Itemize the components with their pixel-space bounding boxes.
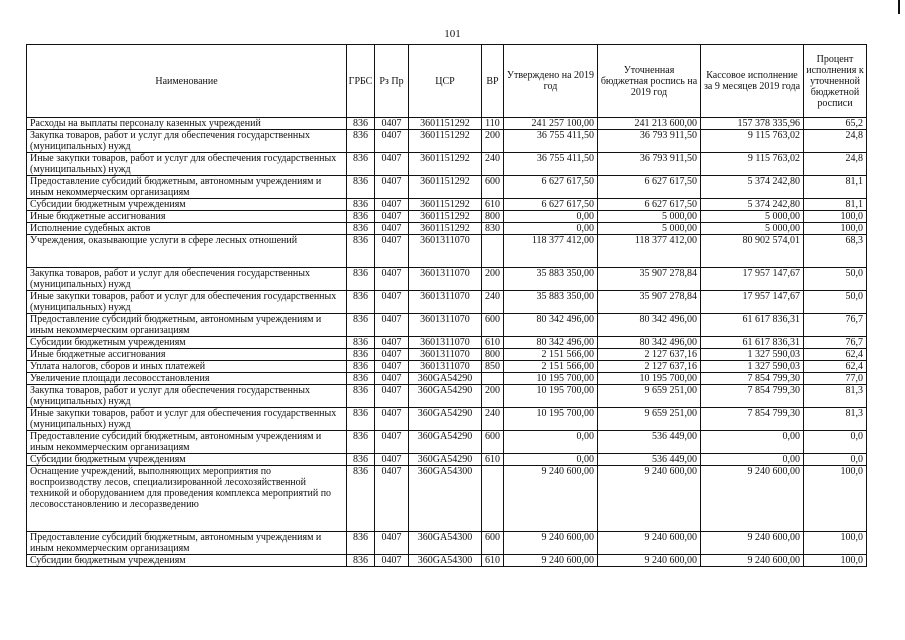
table-row (27, 532, 867, 555)
table-row (27, 199, 867, 211)
row-vr-cell: 610 (482, 199, 504, 211)
row-rzpr-cell: 0407 (375, 291, 409, 314)
row-rzpr-cell: 0407 (375, 153, 409, 176)
row-cash-cell: 5 374 242,80 (701, 176, 804, 199)
col-header-csr: ЦСР (409, 45, 482, 118)
table-row (27, 431, 867, 454)
row-percent-cell: 62,4 (804, 361, 867, 373)
row-vr-cell: 610 (482, 454, 504, 466)
table-row (27, 268, 867, 291)
row-refined-cell: 9 240 600,00 (598, 555, 701, 567)
row-cash-cell: 17 957 147,67 (701, 291, 804, 314)
row-refined-cell: 2 127 637,16 (598, 349, 701, 361)
col-header-cash: Кассовое исполнение за 9 месяцев 2019 года (701, 45, 804, 118)
row-csr-cell: 3601151292 (409, 176, 482, 199)
row-csr-cell: 3601311070 (409, 235, 482, 268)
row-rzpr-cell: 0407 (375, 532, 409, 555)
col-header-name: Наименование (27, 45, 347, 118)
table-row (27, 291, 867, 314)
row-vr-cell: 110 (482, 118, 504, 130)
row-grbs-cell: 836 (347, 349, 375, 361)
row-approved-cell: 2 151 566,00 (504, 361, 598, 373)
row-cash-cell: 5 374 242,80 (701, 199, 804, 211)
row-csr-cell: 3601311070 (409, 268, 482, 291)
row-refined-cell: 2 127 637,16 (598, 361, 701, 373)
row-grbs-cell: 836 (347, 118, 375, 130)
row-name-cell: Субсидии бюджетным учреждениям (27, 199, 347, 211)
row-cash-cell: 157 378 335,96 (701, 118, 804, 130)
row-name-cell: Иные закупки товаров, работ и услуг для обеспечения государственных (муниципальных) нужд (27, 153, 347, 176)
row-name-cell: Расходы на выплаты персоналу казенных учреждений (27, 118, 347, 130)
table-row (27, 466, 867, 532)
row-refined-cell: 6 627 617,50 (598, 199, 701, 211)
table-row (27, 454, 867, 466)
row-refined-cell: 241 213 600,00 (598, 118, 701, 130)
row-grbs-cell: 836 (347, 314, 375, 337)
row-approved-cell: 80 342 496,00 (504, 337, 598, 349)
row-cash-cell: 1 327 590,03 (701, 361, 804, 373)
row-grbs-cell: 836 (347, 385, 375, 408)
row-rzpr-cell: 0407 (375, 223, 409, 235)
row-vr-cell: 600 (482, 532, 504, 555)
row-csr-cell: 360GA54290 (409, 385, 482, 408)
row-rzpr-cell: 0407 (375, 361, 409, 373)
col-header-rzpr: Рз Пр (375, 45, 409, 118)
row-cash-cell: 7 854 799,30 (701, 385, 804, 408)
row-rzpr-cell: 0407 (375, 130, 409, 153)
row-name-cell: Иные закупки товаров, работ и услуг для обеспечения государственных (муниципальных) нужд (27, 291, 347, 314)
row-percent-cell: 0,0 (804, 454, 867, 466)
row-name-cell: Иные бюджетные ассигнования (27, 211, 347, 223)
row-csr-cell: 360GA54300 (409, 532, 482, 555)
row-percent-cell: 100,0 (804, 555, 867, 567)
row-refined-cell: 10 195 700,00 (598, 373, 701, 385)
row-percent-cell: 81,3 (804, 385, 867, 408)
row-name-cell: Субсидии бюджетным учреждениям (27, 454, 347, 466)
row-csr-cell: 3601311070 (409, 337, 482, 349)
row-vr-cell: 800 (482, 349, 504, 361)
row-vr-cell: 850 (482, 361, 504, 373)
row-name-cell: Иные закупки товаров, работ и услуг для обеспечения государственных (муниципальных) нужд (27, 408, 347, 431)
row-vr-cell: 600 (482, 176, 504, 199)
row-vr-cell: 240 (482, 291, 504, 314)
row-grbs-cell: 836 (347, 176, 375, 199)
row-percent-cell: 76,7 (804, 337, 867, 349)
row-approved-cell: 35 883 350,00 (504, 268, 598, 291)
row-csr-cell: 360GA54290 (409, 454, 482, 466)
row-refined-cell: 36 793 911,50 (598, 153, 701, 176)
row-refined-cell: 80 342 496,00 (598, 337, 701, 349)
col-header-grbs: ГРБС (347, 45, 375, 118)
row-csr-cell: 360GA54300 (409, 466, 482, 532)
row-name-cell: Учреждения, оказывающие услуги в сфере лесных отношений (27, 235, 347, 268)
row-refined-cell: 9 659 251,00 (598, 385, 701, 408)
row-refined-cell: 80 342 496,00 (598, 314, 701, 337)
row-rzpr-cell: 0407 (375, 268, 409, 291)
row-approved-cell: 118 377 412,00 (504, 235, 598, 268)
table-row (27, 385, 867, 408)
row-rzpr-cell: 0407 (375, 408, 409, 431)
row-refined-cell: 9 659 251,00 (598, 408, 701, 431)
row-refined-cell: 36 793 911,50 (598, 130, 701, 153)
row-grbs-cell: 836 (347, 454, 375, 466)
row-grbs-cell: 836 (347, 361, 375, 373)
row-vr-cell: 240 (482, 153, 504, 176)
row-rzpr-cell: 0407 (375, 235, 409, 268)
row-name-cell: Оснащение учреждений, выполняющих мероприятия по воспроизводству лесов, специализированной лесохозяйственной техникой и оборудованием для проведения комплекса мероприятий по лесовосстановлению и лесоразведению (27, 466, 347, 532)
row-rzpr-cell: 0407 (375, 349, 409, 361)
row-rzpr-cell: 0407 (375, 118, 409, 130)
row-grbs-cell: 836 (347, 337, 375, 349)
row-percent-cell: 100,0 (804, 211, 867, 223)
row-approved-cell: 10 195 700,00 (504, 385, 598, 408)
row-approved-cell: 0,00 (504, 223, 598, 235)
row-cash-cell: 5 000,00 (701, 211, 804, 223)
table-row (27, 235, 867, 268)
row-refined-cell: 536 449,00 (598, 454, 701, 466)
row-name-cell: Предоставление субсидий бюджетным, автономным учреждениям и иным некоммерческим организациям (27, 431, 347, 454)
table-row (27, 314, 867, 337)
row-vr-cell (482, 235, 504, 268)
row-refined-cell: 9 240 600,00 (598, 466, 701, 532)
table-row (27, 408, 867, 431)
row-approved-cell: 80 342 496,00 (504, 314, 598, 337)
row-vr-cell: 800 (482, 211, 504, 223)
table-row (27, 349, 867, 361)
row-approved-cell: 36 755 411,50 (504, 130, 598, 153)
table-row (27, 337, 867, 349)
row-name-cell: Иные бюджетные ассигнования (27, 349, 347, 361)
row-grbs-cell: 836 (347, 291, 375, 314)
row-percent-cell: 65,2 (804, 118, 867, 130)
table-row (27, 176, 867, 199)
table-row (27, 153, 867, 176)
row-cash-cell: 61 617 836,31 (701, 337, 804, 349)
row-csr-cell: 360GA54290 (409, 408, 482, 431)
row-csr-cell: 3601151292 (409, 223, 482, 235)
row-rzpr-cell: 0407 (375, 385, 409, 408)
row-grbs-cell: 836 (347, 373, 375, 385)
row-name-cell: Предоставление субсидий бюджетным, автономным учреждениям и иным некоммерческим организациям (27, 176, 347, 199)
row-approved-cell: 10 195 700,00 (504, 408, 598, 431)
row-cash-cell: 61 617 836,31 (701, 314, 804, 337)
row-percent-cell: 81,3 (804, 408, 867, 431)
row-refined-cell: 536 449,00 (598, 431, 701, 454)
row-refined-cell: 6 627 617,50 (598, 176, 701, 199)
row-grbs-cell: 836 (347, 130, 375, 153)
row-rzpr-cell: 0407 (375, 555, 409, 567)
row-csr-cell: 3601151292 (409, 199, 482, 211)
row-cash-cell: 80 902 574,01 (701, 235, 804, 268)
row-cash-cell: 17 957 147,67 (701, 268, 804, 291)
row-name-cell: Закупка товаров, работ и услуг для обеспечения государственных (муниципальных) нужд (27, 130, 347, 153)
row-grbs-cell: 836 (347, 235, 375, 268)
row-vr-cell: 240 (482, 408, 504, 431)
row-approved-cell: 0,00 (504, 454, 598, 466)
row-percent-cell: 50,0 (804, 291, 867, 314)
row-csr-cell: 3601311070 (409, 361, 482, 373)
row-refined-cell: 35 907 278,84 (598, 291, 701, 314)
row-name-cell: Предоставление субсидий бюджетным, автономным учреждениям и иным некоммерческим организациям (27, 532, 347, 555)
row-percent-cell: 68,3 (804, 235, 867, 268)
page-number: 101 (444, 28, 461, 40)
row-grbs-cell: 836 (347, 268, 375, 291)
row-approved-cell: 9 240 600,00 (504, 555, 598, 567)
table-row (27, 223, 867, 235)
col-header-percent: Процент исполнения к уточненной бюджетной росписи (804, 45, 867, 118)
row-approved-cell: 2 151 566,00 (504, 349, 598, 361)
row-vr-cell (482, 373, 504, 385)
row-percent-cell: 24,8 (804, 130, 867, 153)
row-csr-cell: 3601151292 (409, 130, 482, 153)
row-name-cell: Субсидии бюджетным учреждениям (27, 555, 347, 567)
row-vr-cell: 200 (482, 385, 504, 408)
row-approved-cell: 0,00 (504, 431, 598, 454)
row-rzpr-cell: 0407 (375, 314, 409, 337)
row-refined-cell: 5 000,00 (598, 211, 701, 223)
row-rzpr-cell: 0407 (375, 211, 409, 223)
row-approved-cell: 6 627 617,50 (504, 176, 598, 199)
row-vr-cell: 830 (482, 223, 504, 235)
table-row (27, 361, 867, 373)
row-percent-cell: 0,0 (804, 431, 867, 454)
col-header-vr: ВР (482, 45, 504, 118)
row-csr-cell: 3601311070 (409, 291, 482, 314)
row-vr-cell: 600 (482, 314, 504, 337)
row-rzpr-cell: 0407 (375, 176, 409, 199)
row-csr-cell: 3601151292 (409, 211, 482, 223)
table-row (27, 555, 867, 567)
row-refined-cell: 5 000,00 (598, 223, 701, 235)
row-grbs-cell: 836 (347, 466, 375, 532)
table-row (27, 211, 867, 223)
budget-table (26, 44, 867, 567)
row-approved-cell: 241 257 100,00 (504, 118, 598, 130)
row-vr-cell: 600 (482, 431, 504, 454)
table-body (27, 118, 867, 567)
row-name-cell: Уплата налогов, сборов и иных платежей (27, 361, 347, 373)
table-row (27, 130, 867, 153)
row-grbs-cell: 836 (347, 199, 375, 211)
row-csr-cell: 360GA54300 (409, 555, 482, 567)
row-cash-cell: 0,00 (701, 431, 804, 454)
row-approved-cell: 0,00 (504, 211, 598, 223)
row-name-cell: Закупка товаров, работ и услуг для обеспечения государственных (муниципальных) нужд (27, 385, 347, 408)
row-cash-cell: 9 115 763,02 (701, 130, 804, 153)
row-grbs-cell: 836 (347, 153, 375, 176)
row-grbs-cell: 836 (347, 555, 375, 567)
row-cash-cell: 9 240 600,00 (701, 555, 804, 567)
row-name-cell: Увеличение площади лесовосстановления (27, 373, 347, 385)
row-vr-cell: 610 (482, 337, 504, 349)
row-approved-cell: 10 195 700,00 (504, 373, 598, 385)
row-cash-cell: 7 854 799,30 (701, 408, 804, 431)
row-percent-cell: 81,1 (804, 199, 867, 211)
row-percent-cell: 24,8 (804, 153, 867, 176)
row-name-cell: Предоставление субсидий бюджетным, автономным учреждениям и иным некоммерческим организациям (27, 314, 347, 337)
row-csr-cell: 3601311070 (409, 349, 482, 361)
row-name-cell: Исполнение судебных актов (27, 223, 347, 235)
row-rzpr-cell: 0407 (375, 373, 409, 385)
row-csr-cell: 3601151292 (409, 118, 482, 130)
row-vr-cell (482, 466, 504, 532)
row-refined-cell: 9 240 600,00 (598, 532, 701, 555)
row-percent-cell: 62,4 (804, 349, 867, 361)
table-header-row (27, 45, 867, 118)
row-percent-cell: 81,1 (804, 176, 867, 199)
row-approved-cell: 6 627 617,50 (504, 199, 598, 211)
row-rzpr-cell: 0407 (375, 454, 409, 466)
col-header-refined: Уточненная бюджетная роспись на 2019 год (598, 45, 701, 118)
row-approved-cell: 35 883 350,00 (504, 291, 598, 314)
row-grbs-cell: 836 (347, 408, 375, 431)
row-cash-cell: 9 240 600,00 (701, 466, 804, 532)
row-vr-cell: 200 (482, 268, 504, 291)
row-rzpr-cell: 0407 (375, 466, 409, 532)
row-percent-cell: 100,0 (804, 466, 867, 532)
row-cash-cell: 1 327 590,03 (701, 349, 804, 361)
row-percent-cell: 100,0 (804, 223, 867, 235)
row-grbs-cell: 836 (347, 431, 375, 454)
table-row (27, 373, 867, 385)
row-grbs-cell: 836 (347, 532, 375, 555)
page-edge-mark (898, 0, 900, 14)
row-approved-cell: 9 240 600,00 (504, 532, 598, 555)
row-approved-cell: 9 240 600,00 (504, 466, 598, 532)
row-csr-cell: 360GA54290 (409, 373, 482, 385)
row-approved-cell: 36 755 411,50 (504, 153, 598, 176)
row-rzpr-cell: 0407 (375, 431, 409, 454)
row-grbs-cell: 836 (347, 223, 375, 235)
row-cash-cell: 5 000,00 (701, 223, 804, 235)
row-percent-cell: 100,0 (804, 532, 867, 555)
table-row (27, 118, 867, 130)
row-cash-cell: 7 854 799,30 (701, 373, 804, 385)
row-grbs-cell: 836 (347, 211, 375, 223)
row-vr-cell: 200 (482, 130, 504, 153)
row-percent-cell: 50,0 (804, 268, 867, 291)
row-name-cell: Субсидии бюджетным учреждениям (27, 337, 347, 349)
row-csr-cell: 360GA54290 (409, 431, 482, 454)
row-rzpr-cell: 0407 (375, 337, 409, 349)
row-refined-cell: 118 377 412,00 (598, 235, 701, 268)
col-header-approved: Утверждено на 2019 год (504, 45, 598, 118)
row-cash-cell: 9 115 763,02 (701, 153, 804, 176)
row-percent-cell: 76,7 (804, 314, 867, 337)
row-vr-cell: 610 (482, 555, 504, 567)
row-cash-cell: 9 240 600,00 (701, 532, 804, 555)
row-cash-cell: 0,00 (701, 454, 804, 466)
row-percent-cell: 77,0 (804, 373, 867, 385)
row-csr-cell: 3601311070 (409, 314, 482, 337)
row-csr-cell: 3601151292 (409, 153, 482, 176)
row-refined-cell: 35 907 278,84 (598, 268, 701, 291)
row-name-cell: Закупка товаров, работ и услуг для обеспечения государственных (муниципальных) нужд (27, 268, 347, 291)
row-rzpr-cell: 0407 (375, 199, 409, 211)
